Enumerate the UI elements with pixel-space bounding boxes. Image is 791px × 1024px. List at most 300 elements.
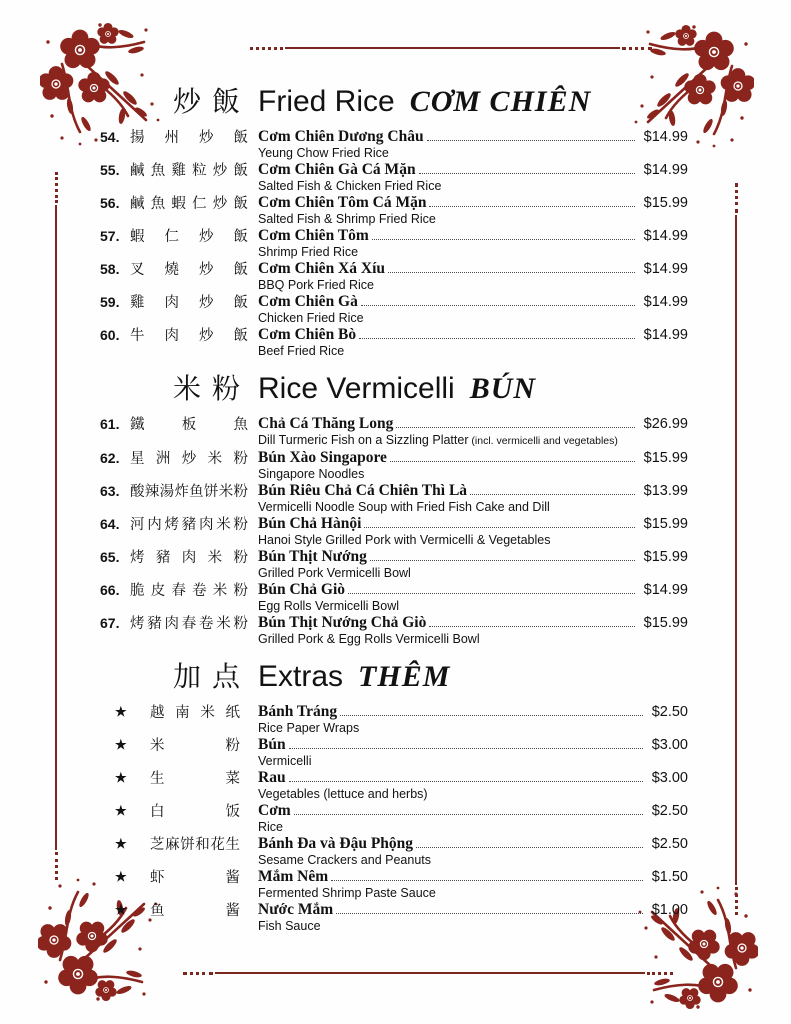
zh-character: 肉 — [181, 550, 197, 566]
item-price: $2.50 — [651, 803, 688, 819]
item-desc — [258, 467, 688, 481]
dotted-leader — [289, 781, 643, 782]
item-name-viet: Mắm Nêm — [258, 868, 329, 885]
menu-item-row — [100, 128, 688, 160]
item-main — [248, 769, 688, 801]
item-name-viet: Bún Chả Giò — [258, 581, 346, 598]
item-price: $3.00 — [651, 770, 688, 786]
item-marker: 66. — [100, 582, 120, 598]
menu-section — [100, 371, 688, 646]
item-main — [248, 901, 688, 933]
menu-item-row — [100, 703, 688, 735]
item-desc — [258, 721, 688, 735]
item-title-line — [258, 548, 688, 566]
zh-character: 肉 — [164, 616, 179, 632]
zh-character: 辣 — [144, 484, 160, 500]
item-price: $2.50 — [651, 704, 688, 720]
zh-character: 花 — [210, 837, 225, 853]
item-marker: 67. — [100, 615, 120, 631]
item-desc — [258, 500, 688, 514]
zh-character: 米 — [216, 616, 231, 632]
item-title-line — [258, 736, 688, 754]
item-desc-text: BBQ Pork Fried Rice — [258, 278, 375, 292]
section-title-en: Rice Vermicelli — [258, 372, 455, 405]
item-marker: 59. — [100, 294, 120, 310]
menu-item-row — [100, 802, 688, 834]
zh-character: 粉 — [233, 550, 248, 566]
zh-character: 炒 — [199, 262, 214, 278]
zh-character: 飯 — [233, 130, 248, 146]
zh-character: 春 — [181, 616, 197, 632]
dotted-leader — [370, 560, 635, 561]
item-marker: ★ — [115, 737, 127, 752]
zh-character: 星 — [130, 451, 145, 467]
item-name-viet: Cơm Chiên Xá Xíu — [258, 260, 385, 277]
item-name-viet: Cơm Chiên Tôm — [258, 227, 369, 244]
item-marker: 60. — [100, 327, 120, 343]
dotted-leader — [294, 814, 643, 815]
item-desc-text: Grilled Pork Vermicelli Bowl — [258, 566, 411, 580]
zh-character: 炒 — [212, 196, 228, 212]
zh-character: 菜 — [225, 771, 240, 787]
item-marker: 62. — [100, 450, 120, 466]
item-name-viet: Cơm Chiên Tôm Cá Mặn — [258, 194, 427, 211]
item-price: $2.50 — [651, 836, 688, 852]
zh-character: 飯 — [233, 328, 248, 344]
item-title-line — [258, 128, 688, 146]
dotted-leader — [348, 593, 635, 594]
item-desc-text: Salted Fish & Shrimp Fried Rice — [258, 212, 436, 226]
zh-character: 叉 — [130, 262, 145, 278]
zh-character: 粒 — [192, 163, 207, 179]
zh-character: 饭 — [225, 804, 240, 820]
item-name-viet: Rau — [258, 769, 286, 786]
item-price: $14.99 — [643, 162, 688, 178]
zh-character: 南 — [175, 705, 190, 721]
zh-character: 粉 — [233, 517, 248, 533]
zh-character: 饼 — [203, 484, 219, 500]
menu-item-row — [100, 415, 688, 448]
item-desc-text: Salted Fish & Chicken Fried Rice — [258, 179, 442, 193]
item-main — [248, 293, 688, 325]
item-main — [248, 482, 688, 514]
zh-character: 米 — [207, 550, 223, 566]
dotted-leader — [388, 272, 635, 273]
dotted-leader — [427, 140, 635, 141]
item-main — [248, 581, 688, 613]
dotted-leader — [419, 173, 635, 174]
zh-character: 肉 — [164, 295, 179, 311]
item-name-zh — [130, 868, 248, 900]
zh-character: 麻 — [165, 837, 180, 853]
item-marker: ★ — [115, 869, 127, 884]
section-title-viet: BÚN — [469, 372, 537, 405]
item-price: $26.99 — [643, 416, 688, 432]
zh-character: 米 — [212, 583, 228, 599]
zh-character: 生 — [150, 771, 165, 787]
item-price: $3.00 — [651, 737, 688, 753]
zh-character: 雞 — [130, 295, 145, 311]
item-main — [248, 194, 688, 226]
zh-character: 米 — [207, 451, 223, 467]
zh-character: 越 — [150, 705, 165, 721]
item-desc — [258, 146, 688, 160]
item-main — [248, 614, 688, 646]
zh-character: 鹹 — [130, 163, 145, 179]
dotted-leader — [359, 338, 634, 339]
item-title-line — [258, 581, 688, 599]
item-title-line — [258, 161, 688, 179]
item-marker: ★ — [115, 704, 127, 719]
item-marker: ★ — [115, 902, 127, 917]
zh-character: 粉 — [233, 451, 248, 467]
item-marker: 65. — [100, 549, 120, 565]
item-title-line — [258, 614, 688, 632]
item-marker: ★ — [115, 770, 127, 785]
item-name-zh — [130, 901, 248, 933]
item-title-line — [258, 769, 688, 787]
dotted-leader — [340, 715, 643, 716]
dotted-leader — [416, 847, 643, 848]
menu-item-row — [100, 548, 688, 580]
item-name-zh — [130, 326, 248, 358]
menu-item-row — [100, 736, 688, 768]
item-name-zh — [130, 835, 248, 867]
item-name-zh — [130, 548, 248, 580]
item-title-line — [258, 293, 688, 311]
menu-item-row — [100, 769, 688, 801]
dotted-leader — [361, 305, 635, 306]
zh-character: 飯 — [233, 163, 248, 179]
menu-item-row — [100, 293, 688, 325]
item-price: $14.99 — [643, 261, 688, 277]
zh-character: 酸 — [130, 484, 145, 500]
zh-character: 酱 — [225, 870, 240, 886]
item-title-line — [258, 901, 688, 919]
item-price: $14.99 — [643, 582, 688, 598]
item-desc — [258, 632, 688, 646]
section-title-viet: CƠM CHIÊN — [409, 85, 592, 118]
zh-character: 鱼 — [150, 903, 165, 919]
item-main — [248, 548, 688, 580]
item-name-zh — [130, 515, 248, 547]
zh-character: 湯 — [159, 484, 175, 500]
zh-character: 酱 — [225, 903, 240, 919]
zh-character: 米 — [216, 517, 231, 533]
zh-character: 肉 — [164, 328, 179, 344]
item-price: $14.99 — [643, 294, 688, 310]
section-title-en: Extras — [258, 660, 344, 693]
zh-character: 蝦 — [130, 229, 145, 245]
item-name-zh — [130, 614, 248, 646]
border-line-left — [55, 205, 57, 850]
item-name-zh — [130, 128, 248, 160]
item-desc — [258, 853, 688, 867]
item-title-line — [258, 482, 688, 500]
section-title-zh: 炒 飯 — [172, 87, 242, 118]
item-name-viet: Cơm Chiên Dương Châu — [258, 128, 424, 145]
item-desc — [258, 245, 688, 259]
zh-character: 粉 — [233, 616, 248, 632]
dotted-leader — [372, 239, 635, 240]
zh-character: 皮 — [150, 583, 166, 599]
zh-character: 烤 — [164, 517, 179, 533]
menu-item-row — [100, 614, 688, 646]
item-name-zh — [130, 194, 248, 226]
item-name-zh — [130, 769, 248, 801]
item-desc-text: Vegetables (lettuce and herbs) — [258, 787, 428, 801]
item-name-viet: Bún Riêu Chả Cá Chiên Thì Là — [258, 482, 468, 499]
item-name-zh — [130, 293, 248, 325]
item-title-line — [258, 449, 688, 467]
border-dots — [250, 47, 283, 50]
item-desc-text: Singapore Noodles — [258, 467, 365, 481]
item-marker: ★ — [115, 803, 127, 818]
item-desc — [258, 344, 688, 358]
item-name-zh — [130, 802, 248, 834]
menu-item-row — [100, 515, 688, 547]
item-desc — [258, 212, 688, 226]
zh-character: 牛 — [130, 328, 145, 344]
zh-character: 豬 — [155, 550, 171, 566]
item-main — [248, 802, 688, 834]
menu-section — [100, 659, 688, 933]
zh-character: 雞 — [171, 163, 186, 179]
item-title-line — [258, 703, 688, 721]
zh-character: 板 — [181, 417, 197, 433]
item-name-zh — [130, 227, 248, 259]
item-name-viet: Bún — [258, 736, 286, 753]
dotted-leader — [429, 626, 634, 627]
item-price: $1.00 — [651, 902, 688, 918]
item-name-viet: Bún Xào Singapore — [258, 449, 387, 466]
zh-character: 脆 — [130, 583, 145, 599]
item-main — [248, 128, 688, 160]
item-name-zh — [130, 260, 248, 292]
item-title-line — [258, 868, 688, 886]
zh-character: 仁 — [192, 196, 207, 212]
menu-item-row — [100, 326, 688, 358]
item-price: $1.50 — [651, 869, 688, 885]
item-main — [248, 449, 688, 481]
item-desc-text: Rice Paper Wraps — [258, 721, 360, 735]
item-desc-note: (incl. vermicelli and vegetables) — [468, 435, 618, 447]
menu-item-row — [100, 161, 688, 193]
item-marker: 61. — [100, 416, 120, 432]
item-desc-text: Fermented Shrimp Paste Sauce — [258, 886, 436, 900]
section-title-zh: 加 点 — [172, 662, 242, 693]
item-name-viet: Chả Cá Thăng Long — [258, 415, 394, 432]
item-desc-text: Rice — [258, 820, 284, 834]
item-name-viet: Cơm Chiên Gà — [258, 293, 358, 310]
zh-character: 炒 — [199, 328, 214, 344]
zh-character: 魚 — [150, 196, 166, 212]
item-desc — [258, 787, 688, 801]
item-marker: 56. — [100, 195, 120, 211]
menu-sections — [100, 84, 688, 934]
zh-character: 炒 — [212, 163, 228, 179]
dotted-leader — [364, 527, 634, 528]
menu-item-row — [100, 581, 688, 613]
zh-character: 飯 — [233, 295, 248, 311]
item-price: $15.99 — [643, 195, 688, 211]
zh-character: 虾 — [150, 870, 165, 886]
item-name-viet: Cơm Chiên Gà Cá Mặn — [258, 161, 416, 178]
item-desc — [258, 566, 688, 580]
item-desc — [258, 533, 688, 547]
zh-character: 鐵 — [130, 417, 145, 433]
item-title-line — [258, 227, 688, 245]
item-desc-text: Beef Fried Rice — [258, 344, 345, 358]
item-name-viet: Nước Mắm — [258, 901, 334, 918]
item-title-line — [258, 415, 688, 433]
item-main — [248, 868, 688, 900]
item-desc — [258, 919, 688, 933]
zh-character: 粉 — [225, 738, 240, 754]
zh-character: 鱼 — [189, 484, 204, 500]
zh-character: 烤 — [130, 550, 145, 566]
menu-item-row — [100, 868, 688, 900]
zh-character: 炒 — [181, 451, 197, 467]
item-desc-text: Dill Turmeric Fish on a Sizzling Platter — [258, 433, 469, 447]
dotted-leader — [429, 206, 634, 207]
zh-character: 春 — [171, 583, 186, 599]
item-title-line — [258, 326, 688, 344]
border-line-top — [285, 47, 620, 49]
dotted-leader — [470, 494, 635, 495]
zh-character: 豬 — [147, 616, 162, 632]
menu-item-row — [100, 449, 688, 481]
menu-item-row — [100, 194, 688, 226]
zh-character: 河 — [130, 517, 145, 533]
zh-character: 仁 — [164, 229, 179, 245]
menu-section — [100, 84, 688, 358]
zh-character: 卷 — [192, 583, 207, 599]
item-desc — [258, 179, 688, 193]
zh-character: 飯 — [233, 262, 248, 278]
item-price: $15.99 — [643, 516, 688, 532]
zh-character: 米 — [218, 484, 234, 500]
item-price: $14.99 — [643, 327, 688, 343]
menu-item-row — [100, 227, 688, 259]
dotted-leader — [289, 748, 643, 749]
zh-character: 白 — [150, 804, 165, 820]
item-desc-text: Sesame Crackers and Peanuts — [258, 853, 432, 867]
item-name-viet: Cơm Chiên Bò — [258, 326, 357, 343]
zh-character: 卷 — [199, 616, 214, 632]
item-desc-text: Vermicelli — [258, 754, 312, 768]
item-main — [248, 260, 688, 292]
zh-character: 生 — [225, 837, 240, 853]
item-name-zh — [130, 703, 248, 735]
item-main — [248, 736, 688, 768]
section-header — [100, 659, 688, 696]
dotted-leader — [390, 461, 635, 462]
item-name-zh — [130, 736, 248, 768]
item-marker: 55. — [100, 162, 120, 178]
item-title-line — [258, 802, 688, 820]
item-name-viet: Cơm — [258, 802, 291, 819]
item-price: $15.99 — [643, 450, 688, 466]
item-main — [248, 326, 688, 358]
item-title-line — [258, 260, 688, 278]
item-price: $15.99 — [643, 549, 688, 565]
item-desc — [258, 599, 688, 613]
item-desc — [258, 278, 688, 292]
section-header — [100, 84, 688, 121]
item-desc-text: Shrimp Fried Rice — [258, 245, 359, 259]
zh-character: 魚 — [150, 163, 166, 179]
dotted-leader — [396, 427, 634, 428]
item-desc-text: Hanoi Style Grilled Pork with Vermicelli & Vegetables — [258, 533, 551, 547]
border-line-bottom — [215, 972, 645, 974]
zh-character: 豬 — [181, 517, 197, 533]
item-desc-text: Vermicelli Noodle Soup with Fried Fish Cake and Dill — [258, 500, 550, 514]
zh-character: 粉 — [233, 583, 248, 599]
zh-character: 炸 — [174, 484, 189, 500]
item-title-line — [258, 194, 688, 212]
section-title-viet: THÊM — [358, 660, 451, 693]
zh-character: 魚 — [233, 417, 248, 433]
section-title-en: Fried Rice — [258, 85, 395, 118]
zh-character: 飯 — [233, 229, 248, 245]
item-desc — [258, 886, 688, 900]
item-desc-text: Fish Sauce — [258, 919, 321, 933]
item-marker: 57. — [100, 228, 120, 244]
zh-character: 州 — [164, 130, 179, 146]
item-price: $13.99 — [643, 483, 688, 499]
menu-item-row — [100, 482, 688, 514]
section-items — [100, 703, 688, 933]
item-name-zh — [130, 161, 248, 193]
item-desc-text: Egg Rolls Vermicelli Bowl — [258, 599, 400, 613]
zh-character: 米 — [150, 738, 165, 754]
zh-character: 飯 — [233, 196, 248, 212]
menu-item-row — [100, 901, 688, 933]
zh-character: 粉 — [233, 484, 248, 500]
zh-character: 炒 — [199, 130, 214, 146]
menu-item-row — [100, 835, 688, 867]
item-marker: 64. — [100, 516, 120, 532]
item-price: $14.99 — [643, 129, 688, 145]
item-name-viet: Bánh Tráng — [258, 703, 338, 720]
section-items — [100, 415, 688, 646]
section-items — [100, 128, 688, 358]
zh-character: 内 — [147, 517, 162, 533]
item-name-viet: Bún Thịt Nướng — [258, 548, 367, 565]
item-main — [248, 227, 688, 259]
zh-character: 肉 — [199, 517, 214, 533]
item-desc — [258, 820, 688, 834]
item-marker: ★ — [115, 836, 127, 851]
zh-character: 炒 — [199, 229, 214, 245]
item-marker: 58. — [100, 261, 120, 277]
menu-item-row — [100, 260, 688, 292]
dotted-leader — [331, 880, 643, 881]
zh-character: 燒 — [164, 262, 179, 278]
item-desc — [258, 754, 688, 768]
border-line-right — [735, 215, 737, 885]
item-main — [248, 415, 688, 448]
dotted-leader — [336, 913, 643, 914]
item-price: $14.99 — [643, 228, 688, 244]
item-main — [248, 835, 688, 867]
item-name-viet: Bún Thịt Nướng Chả Giò — [258, 614, 427, 631]
zh-character: 蝦 — [171, 196, 186, 212]
item-name-viet: Bún Chả Hànội — [258, 515, 362, 532]
item-name-zh — [130, 482, 248, 514]
item-marker: 54. — [100, 129, 120, 145]
